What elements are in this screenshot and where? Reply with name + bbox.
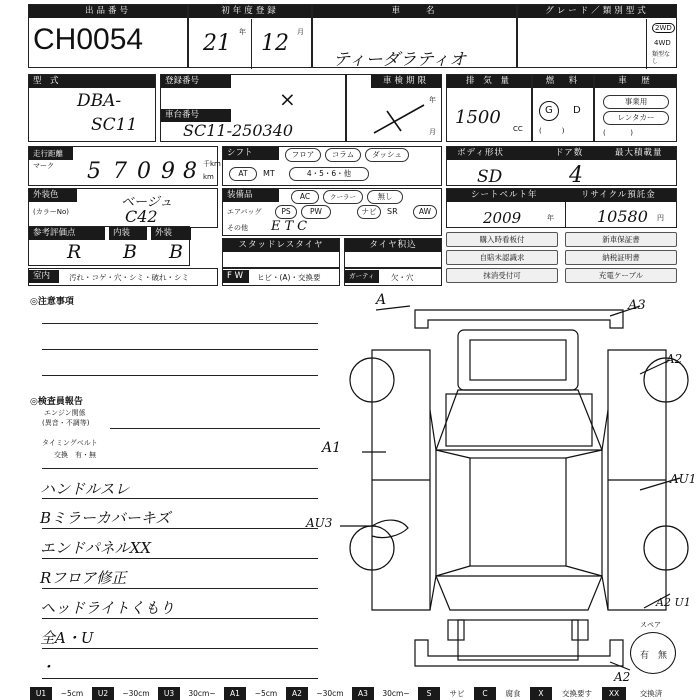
studless-box: スタッドレスタイヤ: [222, 238, 340, 268]
model-type-value2: SC11: [91, 115, 138, 135]
inspector-title: ◎検査員報告: [30, 397, 83, 407]
equipment-box: 装備品 AC クーラー 無し エアバッグ PS PW ナビ SR AW その他 ETC: [222, 188, 442, 236]
color-code: C42: [125, 207, 158, 226]
diagram-mark-4: A1: [322, 440, 342, 456]
diagram-mark-1: A: [376, 292, 387, 308]
registration-box: [160, 74, 346, 142]
grade-box: [517, 4, 677, 68]
registration-value: ×: [279, 87, 296, 111]
doc-button-1[interactable]: 購入時看板付: [446, 232, 558, 247]
seatbelt-value: 2009: [483, 209, 522, 227]
body-info-box: ボディ形状 ドア数 最大積載量 SD 4: [446, 146, 677, 186]
fw-box: F W ヒビ・(A)・交換要: [222, 268, 340, 286]
recycle-value: 10580: [597, 207, 648, 226]
displacement-label: 排 気 量: [447, 75, 531, 88]
grade-none-option: 類型なし: [652, 51, 671, 65]
diagram-mark-3: A2: [666, 352, 683, 366]
inspection-label: 車検期限: [371, 75, 441, 88]
car-name-box: [312, 4, 517, 68]
first-registration-box: 初年度登録 21 年 12 月: [188, 4, 312, 68]
doc-button-4[interactable]: 納税証明書: [565, 250, 677, 265]
displacement-value: 1500: [455, 107, 501, 128]
grade-4wd-option: 4WD: [654, 39, 671, 47]
chassis-value: SC11-250340: [183, 121, 294, 140]
shift-label: シフト: [223, 147, 279, 160]
car-name-label: 車 名: [313, 5, 516, 18]
diagram-mark-7: A2 U1: [656, 596, 691, 609]
registration-label: 登録番号: [161, 75, 231, 88]
grade-2wd-option: 2WD: [652, 23, 675, 33]
doc-button-5[interactable]: 抹消受付可: [446, 268, 558, 283]
shift-box: シフト フロア コラム ダッシュ AT MT 4・5・6・他: [222, 146, 442, 186]
lot-number-box: [28, 4, 188, 68]
inspection-box: 車検期限 年 月: [346, 74, 442, 142]
remark-3: エンドパネルXX: [40, 539, 152, 557]
fuel-g-option: G: [545, 105, 553, 116]
model-type-value1: DBA-: [77, 91, 122, 111]
interior-grade: B: [123, 241, 137, 263]
shift-at-option: AT: [229, 167, 257, 181]
spare-tire-box: ガーティ 欠・穴: [344, 268, 442, 286]
overall-grade: R: [67, 241, 82, 263]
doors-value: 4: [569, 163, 583, 188]
rental-option: レンタカー: [603, 111, 669, 125]
history-label: 車 歴: [595, 75, 676, 88]
diagram-mark-2: A3: [628, 298, 646, 313]
inspection-slash-mark: [369, 101, 429, 139]
model-type-box: [28, 74, 156, 142]
remark-5: ヘッドライトくもり: [40, 599, 175, 617]
diagram-mark-8: A2: [614, 670, 631, 684]
first-reg-year: 21: [203, 31, 231, 56]
mileage-digit-5: 8: [183, 159, 197, 184]
model-type-label: 型 式: [29, 75, 155, 88]
body-type-value: SD: [477, 167, 503, 187]
equipment-other-value: ETC: [271, 219, 312, 234]
fuel-d-option: D: [573, 105, 581, 116]
mileage-digit-1: 5: [87, 159, 101, 184]
color-value: ベージュ: [121, 195, 173, 210]
lot-number-value: CH0054: [33, 23, 144, 56]
seatbelt-recycle-box: シートベルト年 リサイクル預託金 2009 年 10580 円: [446, 188, 677, 228]
lot-number-label: 出品番号: [29, 5, 187, 18]
tire-load-box: タイヤ积込: [344, 238, 442, 268]
business-use-option: 事業用: [603, 95, 669, 109]
mileage-label: 走行距離: [29, 147, 73, 160]
diagram-mark-6: AU3: [306, 516, 333, 530]
diagram-mark-5: AU1: [670, 472, 697, 486]
evaluation-box: 参考評価点 内装 外装 R B B: [28, 226, 190, 266]
remark-4: Rフロア修正: [40, 569, 127, 587]
spare-circle: [630, 632, 676, 674]
color-label: 外装色: [29, 189, 77, 202]
grade-label: グレード／類別型式: [518, 5, 676, 18]
equipment-label: 装備品: [223, 189, 279, 202]
damage-legend: U1 ~5cm U2 ~30cm U3 30cm~ A1 ~5cm A2 ~30cm A3 30cm~ S サビ C 腐食 X 交換要す XX 交換済: [30, 687, 700, 700]
notes-title: ◎注意事項: [30, 297, 74, 307]
chassis-label: 車台番号: [161, 109, 231, 122]
first-reg-month: 12: [261, 31, 289, 56]
fuel-box: 燃 料 G D ( ): [532, 74, 594, 142]
doc-button-6[interactable]: 充電ケーブル: [565, 268, 677, 283]
history-box: 車 歴 事業用 レンタカー ( ): [594, 74, 677, 142]
doc-button-2[interactable]: 新車保証書: [565, 232, 677, 247]
car-name-value: ティーダラティオ: [333, 50, 467, 70]
displacement-box: 排 気 量 1500 CC: [446, 74, 532, 142]
mileage-box: 走行距離 マーク 5 7 0 9 8 千km km: [28, 146, 218, 186]
mileage-digit-4: 9: [161, 159, 175, 184]
mileage-digit-2: 7: [113, 159, 127, 184]
remark-1: ハンドルスレ: [40, 480, 130, 498]
remark-6: 全A・U: [40, 629, 94, 647]
remark-2: Bミラーカバーキズ: [40, 509, 171, 527]
doc-button-3[interactable]: 自賠未認識求: [446, 250, 558, 265]
fuel-label: 燃 料: [533, 75, 593, 88]
color-box: 外装色 (カラーNo) ベージュ C42: [28, 188, 218, 228]
mileage-digit-3: 0: [137, 159, 151, 184]
interior-condition-box: 室内 汚れ・コゲ・穴・シミ・破れ・シミ: [28, 268, 218, 286]
first-registration-label: 初年度登録: [189, 5, 311, 18]
exterior-grade: B: [169, 241, 183, 263]
evaluation-label: 参考評価点: [29, 227, 105, 240]
spare-label: スペア: [640, 621, 661, 629]
